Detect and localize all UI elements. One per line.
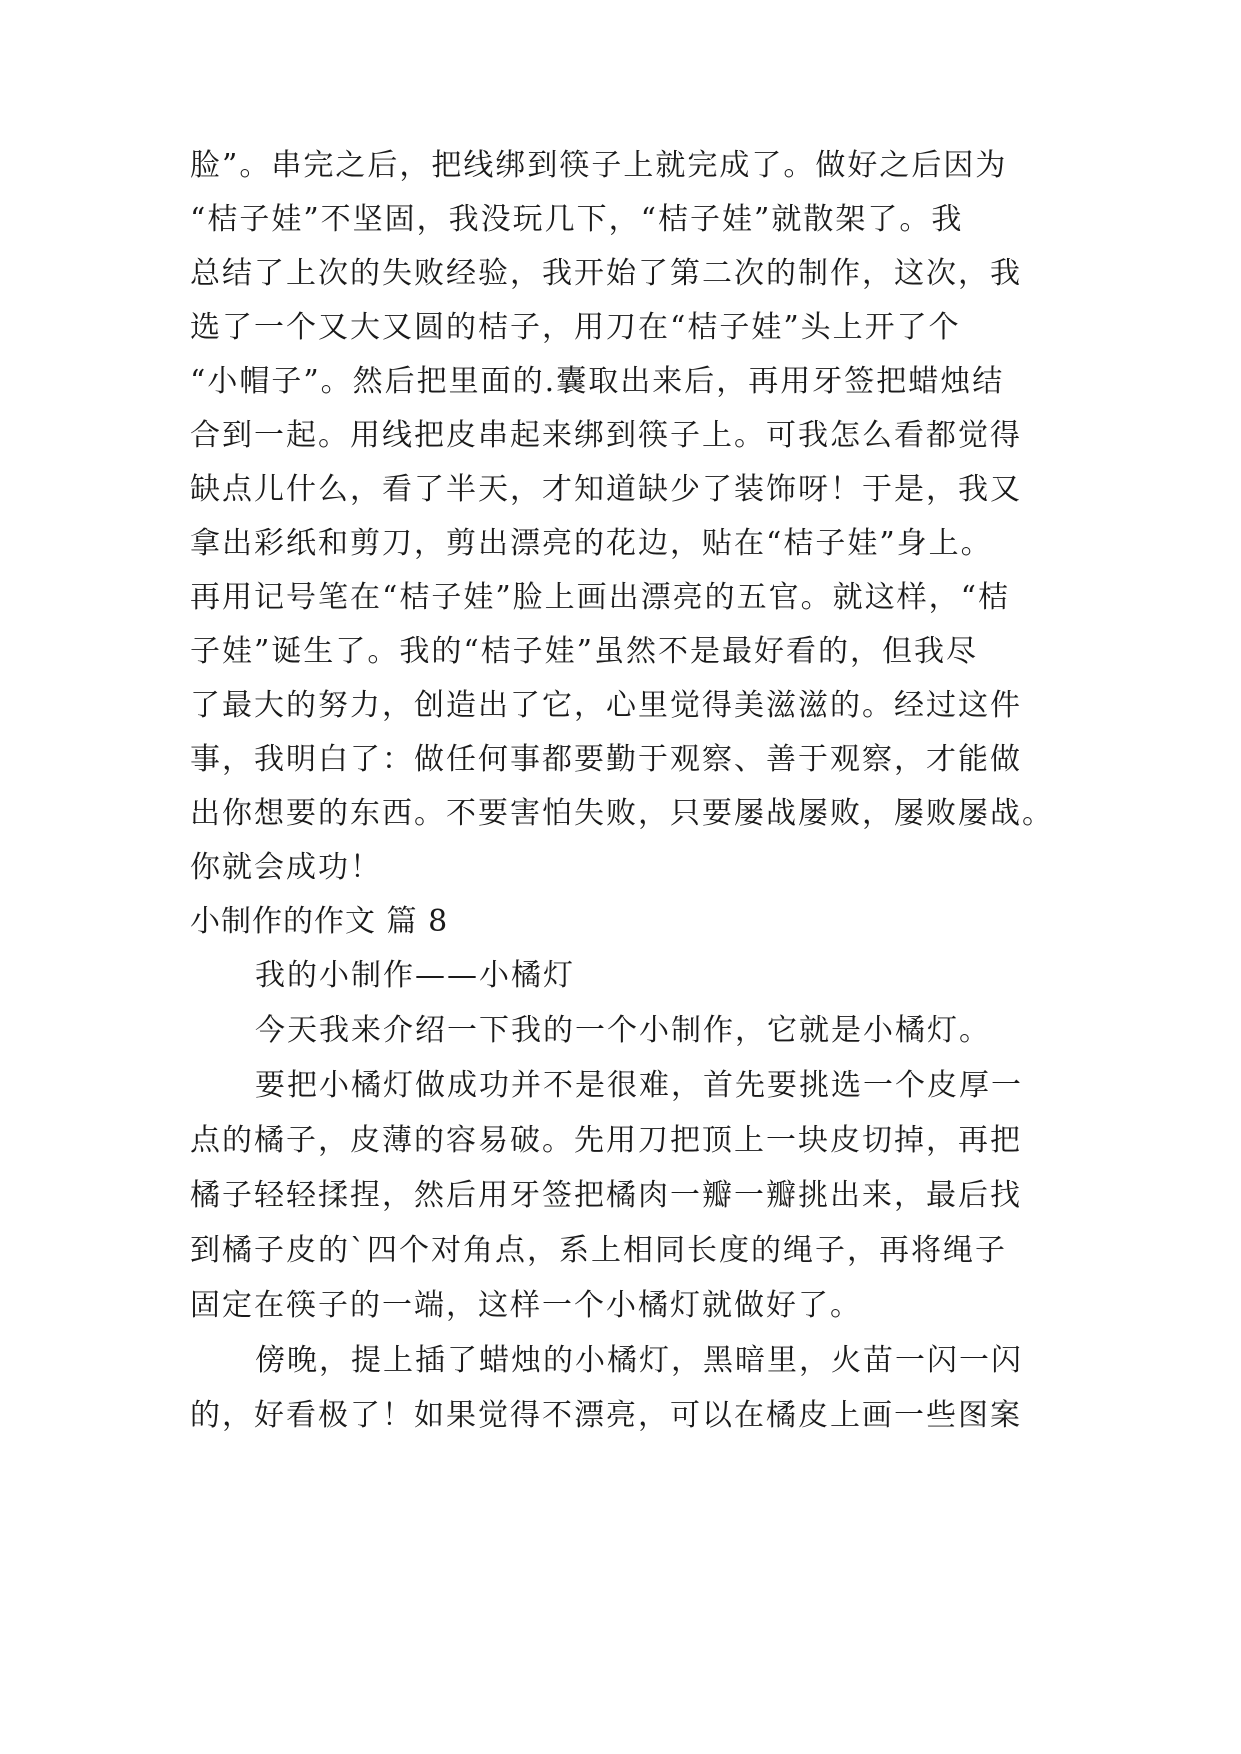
section-heading: 小制作的作文 篇 8 [190, 904, 449, 939]
text-line: 总结了上次的失败经验，我开始了第二次的制作，这次，我 [190, 256, 1022, 291]
paragraph-line: 固定在筷子的一端，这样一个小橘灯就做好了。 [190, 1288, 862, 1323]
text-line: 拿出彩纸和剪刀，剪出漂亮的花边，贴在“桔子娃”身上。 [190, 526, 993, 561]
paragraph-line: 今天我来介绍一下我的一个小制作，它就是小橘灯。 [255, 1013, 991, 1048]
paragraph-line: 点的橘子，皮薄的容易破。先用刀把顶上一块皮切掉，再把 [190, 1123, 1022, 1158]
text-line: 事，我明白了：做任何事都要勤于观察、善于观察，才能做 [190, 742, 1022, 777]
text-line: 子娃”诞生了。我的“桔子娃”虽然不是最好看的，但我尽 [190, 634, 979, 669]
paragraph-line: 到橘子皮的`四个对角点，系上相同长度的绳子，再将绳子 [190, 1233, 1007, 1268]
text-line: 了最大的努力，创造出了它，心里觉得美滋滋的。经过这件 [190, 688, 1022, 723]
text-line: “桔子娃”不坚固，我没玩几下，“桔子娃”就散架了。我 [190, 202, 964, 237]
text-line: “小帽子”。然后把里面的.囊取出来后，再用牙签把蜡烛结 [190, 364, 1005, 399]
paragraph-line: 要把小橘灯做成功并不是很难，首先要挑选一个皮厚一 [255, 1068, 1023, 1103]
paragraph-line: 傍晚，提上插了蜡烛的小橘灯，黑暗里，火苗一闪一闪 [255, 1343, 1023, 1378]
paragraph-line: 的，好看极了！如果觉得不漂亮，可以在橘皮上画一些图案 [190, 1398, 1022, 1433]
text-line: 缺点儿什么，看了半天，才知道缺少了装饰呀！于是，我又 [190, 472, 1022, 507]
text-line: 选了一个又大又圆的桔子，用刀在“桔子娃”头上开了个 [190, 310, 961, 345]
paragraph-line: 橘子轻轻揉捏，然后用牙签把橘肉一瓣一瓣挑出来，最后找 [190, 1178, 1022, 1213]
text-line: 你就会成功！ [190, 850, 382, 885]
text-line: 脸”。串完之后，把线绑到筷子上就完成了。做好之后因为 [190, 148, 1008, 183]
subtitle: 我的小制作——小橘灯 [255, 958, 575, 993]
text-line: 再用记号笔在“桔子娃”脸上画出漂亮的五官。就这样，“桔 [190, 580, 1011, 615]
text-line: 出你想要的东西。不要害怕失败，只要屡战屡败，屡败屡战。 [190, 796, 1054, 831]
text-line: 合到一起。用线把皮串起来绑到筷子上。可我怎么看都觉得 [190, 418, 1022, 453]
